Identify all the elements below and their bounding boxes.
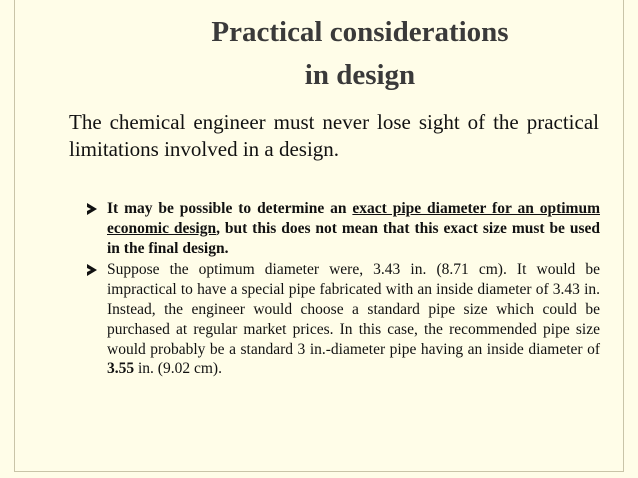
bullet-2-bold-value: 3.55 <box>107 360 135 378</box>
bullet-list <box>86 199 600 381</box>
intro-paragraph: The chemical engineer must never lose sight of the practical limitations involved in a design. <box>69 110 599 161</box>
arrow-bullet-icon <box>87 203 97 215</box>
bullet-item-2 <box>86 260 600 379</box>
bullet-1-text-start: It may be possible to determine an <box>107 200 353 217</box>
bullet-item-1 <box>86 199 600 258</box>
slide-title-line-1: Practical considerations <box>211 16 509 48</box>
bullet-2-text-end: in. (9.02 cm). <box>134 360 222 378</box>
slide-title-line-2: in design <box>304 59 416 91</box>
bullet-1-text-end: , but this does not mean that this exact size must be used in the final design. <box>107 219 600 257</box>
bullet-2-text-start: Suppose the optimum diameter were, 3.43 in. (8.71 cm). It would be impractical to have a special pipe fabricated with an inside diameter of 3.43 in. Instead, the engineer would choose a standard pipe size which could be purchased at regular market prices. In this case, the recommended pipe size would probably be a standard 3 in.-diameter pipe having an inside diameter of <box>107 261 600 358</box>
arrow-bullet-icon <box>87 264 97 276</box>
bullet-1-underlined-text: exact pipe diameter for an optimum economic design <box>107 200 600 237</box>
